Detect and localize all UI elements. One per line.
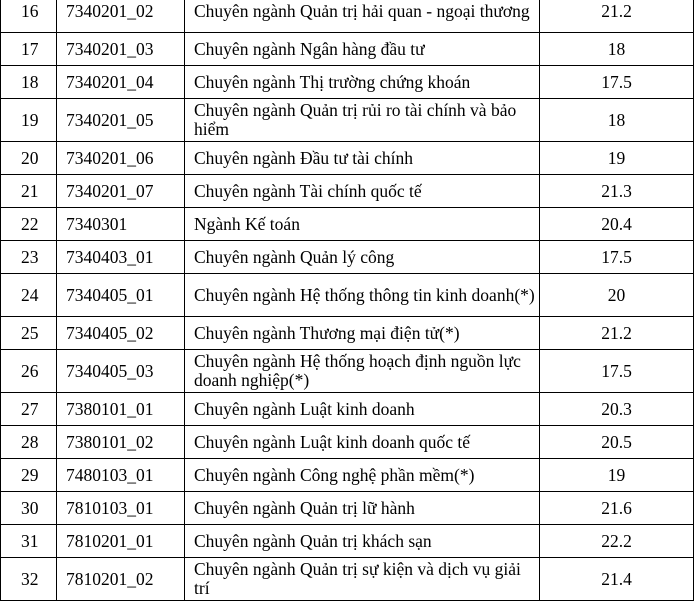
table-row: [1, 393, 694, 426]
table-row: [1, 558, 694, 601]
score-cell: 21.2: [540, 317, 694, 350]
table-row: [1, 175, 694, 208]
program-code-cell: 7380101_01: [57, 393, 185, 426]
row-number-cell: 19: [1, 99, 57, 142]
table-row: [1, 241, 694, 274]
program-code-cell: 7810103_01: [57, 492, 185, 525]
row-number-cell: 22: [1, 208, 57, 241]
table-row: [1, 208, 694, 241]
score-cell: 19: [540, 459, 694, 492]
program-name-cell: Chuyên ngành Luật kinh doanh: [185, 393, 540, 426]
program-code-cell: 7340201_06: [57, 142, 185, 175]
row-number-cell: 28: [1, 426, 57, 459]
program-code-cell: 7380101_02: [57, 426, 185, 459]
program-code-cell: 7810201_02: [57, 558, 185, 601]
row-number-cell: 21: [1, 175, 57, 208]
row-number-cell: 32: [1, 558, 57, 601]
row-number-cell: 25: [1, 317, 57, 350]
score-cell: 19: [540, 142, 694, 175]
score-cell: 20: [540, 274, 694, 317]
row-number-cell: 23: [1, 241, 57, 274]
program-code-cell: 7340301: [57, 208, 185, 241]
table-row: [1, 492, 694, 525]
table-row: [1, 274, 694, 317]
row-number-cell: 17: [1, 33, 57, 66]
score-cell: 20.3: [540, 393, 694, 426]
program-name-cell: Chuyên ngành Quản lý công: [185, 241, 540, 274]
program-name-cell: Chuyên ngành Công nghệ phần mềm(*): [185, 459, 540, 492]
program-code-cell: 7340201_07: [57, 175, 185, 208]
row-number-cell: 20: [1, 142, 57, 175]
score-cell: 17.5: [540, 350, 694, 393]
program-name-cell: Chuyên ngành Tài chính quốc tế: [185, 175, 540, 208]
row-number-cell: 30: [1, 492, 57, 525]
program-code-cell: 7810201_01: [57, 525, 185, 558]
row-number-cell: 29: [1, 459, 57, 492]
program-name-cell: Chuyên ngành Quản trị lữ hành: [185, 492, 540, 525]
program-code-cell: 7340201_05: [57, 99, 185, 142]
program-name-cell: Chuyên ngành Quản trị khách sạn: [185, 525, 540, 558]
row-number-cell: 27: [1, 393, 57, 426]
program-name-cell: Chuyên ngành Quản trị rủi ro tài chính và bảo hiểm: [185, 99, 540, 142]
program-code-cell: 7340201_02: [57, 0, 185, 33]
program-code-cell: 7340201_03: [57, 33, 185, 66]
program-name-cell: Chuyên ngành Hệ thống hoạch định nguồn lực doanh nghiệp(*): [185, 350, 540, 393]
program-name-cell: Chuyên ngành Luật kinh doanh quốc tế: [185, 426, 540, 459]
score-cell: 18: [540, 33, 694, 66]
row-number-cell: 18: [1, 66, 57, 99]
program-name-cell: Chuyên ngành Đầu tư tài chính: [185, 142, 540, 175]
program-name-cell: Chuyên ngành Ngân hàng đầu tư: [185, 33, 540, 66]
score-cell: 20.4: [540, 208, 694, 241]
program-name-cell: Ngành Kế toán: [185, 208, 540, 241]
program-name-cell: Chuyên ngành Thị trường chứng khoán: [185, 66, 540, 99]
table-row: [1, 350, 694, 393]
table-row: [1, 426, 694, 459]
table-row: [1, 525, 694, 558]
table-row: [1, 33, 694, 66]
score-cell: 21.6: [540, 492, 694, 525]
score-cell: 17.5: [540, 66, 694, 99]
program-name-cell: Chuyên ngành Quản trị hải quan - ngoại thương: [185, 0, 540, 33]
row-number-cell: 26: [1, 350, 57, 393]
score-cell: 18: [540, 99, 694, 142]
program-code-cell: 7340201_04: [57, 66, 185, 99]
table-row: [1, 0, 694, 33]
table-row: [1, 459, 694, 492]
program-code-cell: 7340405_03: [57, 350, 185, 393]
program-code-cell: 7340405_02: [57, 317, 185, 350]
program-code-cell: 7480103_01: [57, 459, 185, 492]
program-name-cell: Chuyên ngành Quản trị sự kiện và dịch vụ giải trí: [185, 558, 540, 601]
table-row: [1, 99, 694, 142]
score-cell: 22.2: [540, 525, 694, 558]
row-number-cell: 24: [1, 274, 57, 317]
table-row: [1, 142, 694, 175]
score-cell: 21.2: [540, 0, 694, 33]
score-cell: 21.4: [540, 558, 694, 601]
program-code-cell: 7340403_01: [57, 241, 185, 274]
program-name-cell: Chuyên ngành Thương mại điện tử(*): [185, 317, 540, 350]
row-number-cell: 31: [1, 525, 57, 558]
table-row: [1, 66, 694, 99]
table-row: [1, 317, 694, 350]
program-code-cell: 7340405_01: [57, 274, 185, 317]
score-cell: 17.5: [540, 241, 694, 274]
row-number-cell: 16: [1, 0, 57, 33]
score-cell: 20.5: [540, 426, 694, 459]
program-name-cell: Chuyên ngành Hệ thống thông tin kinh doanh(*): [185, 274, 540, 317]
score-cell: 21.3: [540, 175, 694, 208]
